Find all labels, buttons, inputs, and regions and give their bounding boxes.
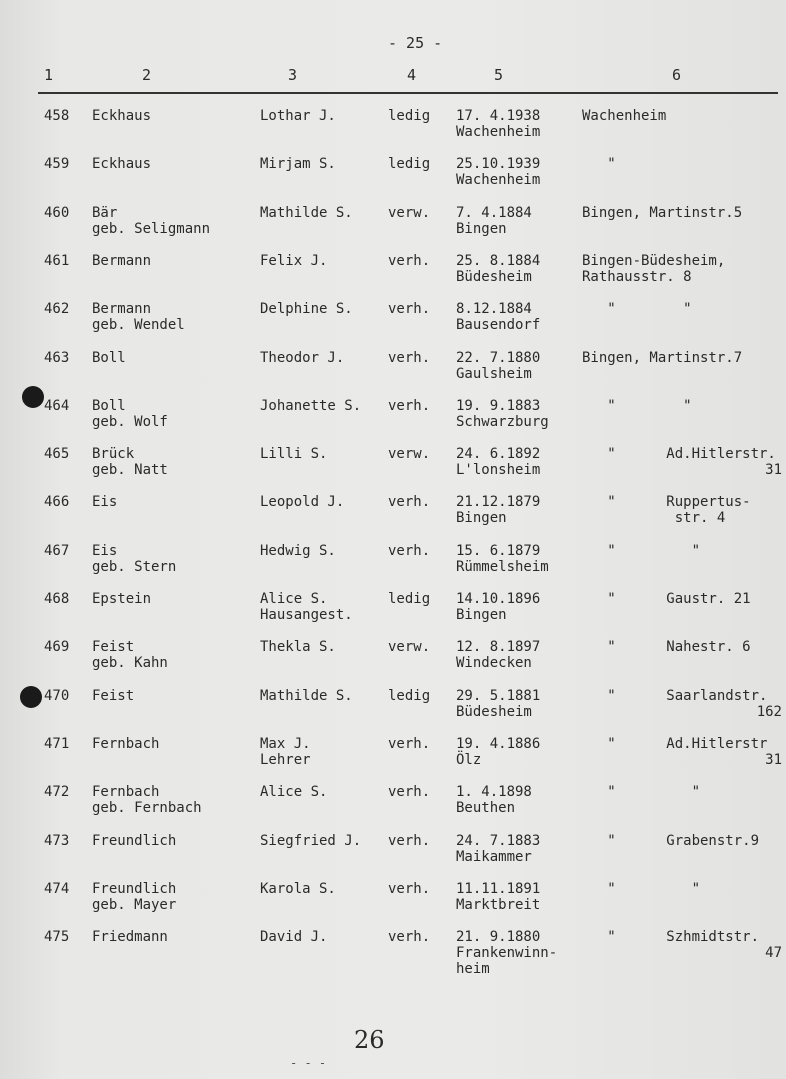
surname bbox=[92, 688, 134, 704]
birth-date-place-line: 15. 6.1879 bbox=[456, 542, 541, 559]
given-name bbox=[260, 784, 327, 800]
given-name-line: Lilli S. bbox=[260, 446, 328, 463]
address-line: 31 bbox=[765, 751, 782, 768]
birth-date-place-line: 21. 9.1880 bbox=[456, 929, 541, 946]
entry-number: 461 bbox=[44, 252, 70, 269]
given-name-line: Mathilde S. bbox=[260, 687, 353, 704]
birth-date-place-line: 12. 8.1897 bbox=[456, 639, 541, 656]
birth-date-place-line: Maikammer bbox=[456, 848, 532, 865]
entry-number: 475 bbox=[44, 929, 70, 946]
surname bbox=[92, 350, 126, 366]
marital-status: verh. bbox=[388, 252, 431, 269]
entry-number: 474 bbox=[44, 880, 70, 897]
marital-status: ledig bbox=[388, 687, 431, 704]
birth-date-place-line: L'lonsheim bbox=[456, 462, 541, 479]
surname bbox=[92, 736, 159, 752]
address-line: str. 4 bbox=[582, 510, 726, 527]
marital-status: verh. bbox=[388, 494, 431, 511]
given-name-line: Lehrer bbox=[260, 751, 311, 768]
surname bbox=[92, 446, 168, 478]
table-row bbox=[0, 301, 786, 347]
given-name bbox=[260, 929, 327, 945]
birth-date-place-line: Büdesheim bbox=[456, 268, 532, 285]
address bbox=[582, 881, 782, 897]
birth-date-place bbox=[456, 639, 540, 671]
birth-date-place-line: heim bbox=[456, 961, 490, 978]
given-name bbox=[260, 591, 353, 623]
given-name-line: Alice S. bbox=[260, 591, 328, 607]
address-line: Rathausstr. 8 bbox=[582, 268, 692, 285]
table-row bbox=[0, 929, 786, 978]
entry-number: 470 bbox=[44, 687, 70, 704]
marital-status: verw. bbox=[388, 446, 431, 463]
address-line: " Ad.Hitlerstr. bbox=[582, 446, 776, 463]
given-name bbox=[260, 736, 311, 768]
surname-line: Boll bbox=[92, 397, 126, 414]
birth-date-place-line: Bausendorf bbox=[456, 317, 541, 334]
marital-status: verh. bbox=[388, 784, 431, 801]
table-row bbox=[0, 784, 786, 830]
marital-status: verh. bbox=[388, 301, 431, 318]
address bbox=[582, 398, 782, 414]
birth-date-place bbox=[456, 350, 540, 382]
given-name bbox=[260, 881, 336, 897]
entry-number: 468 bbox=[44, 591, 70, 607]
surname-line: geb. Natt bbox=[92, 462, 168, 479]
given-name bbox=[260, 494, 344, 510]
birth-date-place-line: 19. 4.1886 bbox=[456, 735, 541, 752]
marital-status: verh. bbox=[388, 880, 431, 897]
birth-date-place-line: Rümmelsheim bbox=[456, 558, 549, 575]
address bbox=[582, 205, 782, 221]
surname-line: Bermann bbox=[92, 252, 152, 269]
given-name-line: Hedwig S. bbox=[260, 542, 336, 559]
address-line: " Gaustr. 21 bbox=[582, 591, 751, 607]
given-name-line: Siegfried J. bbox=[260, 832, 362, 849]
surname bbox=[92, 494, 117, 510]
birth-date-place bbox=[456, 881, 540, 913]
column-header-5: 5 bbox=[494, 66, 504, 84]
birth-date-place-line: Büdesheim bbox=[456, 703, 532, 720]
address bbox=[582, 639, 782, 655]
surname bbox=[92, 881, 176, 913]
birth-date-place bbox=[456, 688, 540, 720]
birth-date-place-line: Marktbreit bbox=[456, 896, 541, 913]
surname bbox=[92, 833, 176, 849]
marital-status: verh. bbox=[388, 397, 431, 414]
address bbox=[582, 591, 782, 607]
table-row bbox=[0, 156, 786, 202]
address-line: Bingen-Büdesheim, bbox=[582, 252, 726, 269]
birth-date-place-line: 22. 7.1880 bbox=[456, 349, 541, 366]
surname bbox=[92, 205, 210, 237]
birth-date-place-line: Beuthen bbox=[456, 800, 516, 817]
given-name bbox=[260, 301, 353, 317]
given-name-line: David J. bbox=[260, 929, 328, 946]
given-name bbox=[260, 688, 353, 704]
address-line: " Szhmidtstr. bbox=[582, 929, 760, 946]
entry-number: 466 bbox=[44, 494, 70, 511]
surname-line: geb. Mayer bbox=[92, 896, 177, 913]
marital-status: verw. bbox=[388, 639, 431, 656]
address bbox=[582, 301, 782, 317]
birth-date-place bbox=[456, 784, 532, 816]
surname-line: Freundlich bbox=[92, 880, 177, 897]
address-line: Bingen, Martinstr.7 bbox=[582, 349, 743, 366]
given-name bbox=[260, 833, 361, 849]
birth-date-place-line: Wachenheim bbox=[456, 124, 541, 140]
birth-date-place-line: 24. 6.1892 bbox=[456, 446, 541, 463]
entry-number: 472 bbox=[44, 784, 70, 801]
column-header-6: 6 bbox=[672, 66, 682, 84]
address-line: " Nahestr. 6 bbox=[582, 639, 751, 656]
birth-date-place-line: Wachenheim bbox=[456, 172, 541, 189]
given-name-line: Karola S. bbox=[260, 880, 336, 897]
given-name-line: Johanette S. bbox=[260, 397, 362, 414]
table-row bbox=[0, 350, 786, 396]
address bbox=[582, 784, 782, 800]
given-name-line: Mathilde S. bbox=[260, 204, 353, 221]
given-name-line: Max J. bbox=[260, 735, 311, 752]
surname-line: Freundlich bbox=[92, 832, 177, 849]
surname-line: Feist bbox=[92, 639, 135, 656]
birth-date-place-line: Frankenwinn- bbox=[456, 945, 558, 962]
footer-number: 26 bbox=[354, 1026, 385, 1054]
birth-date-place-line: 7. 4.1884 bbox=[456, 204, 532, 221]
birth-date-place-line: 8.12.1884 bbox=[456, 301, 532, 318]
address-line: Wachenheim bbox=[582, 108, 667, 124]
surname-line: Fernbach bbox=[92, 784, 160, 801]
surname-line: geb. Stern bbox=[92, 558, 177, 575]
address bbox=[582, 446, 782, 478]
given-name-line: Theodor J. bbox=[260, 349, 345, 366]
birth-date-place-line: Bingen bbox=[456, 220, 507, 237]
address-line: Bingen, Martinstr.5 bbox=[582, 204, 743, 221]
address bbox=[582, 688, 782, 720]
birth-date-place bbox=[456, 494, 540, 526]
birth-date-place-line: 25.10.1939 bbox=[456, 156, 541, 173]
header-rule bbox=[38, 92, 778, 94]
birth-date-place-line: 14.10.1896 bbox=[456, 591, 541, 607]
given-name-line: Delphine S. bbox=[260, 301, 353, 318]
address-line: " " bbox=[582, 542, 701, 559]
surname bbox=[92, 784, 202, 816]
given-name bbox=[260, 543, 336, 559]
birth-date-place bbox=[456, 929, 557, 977]
column-header-2: 2 bbox=[142, 66, 152, 84]
surname-line: geb. Fernbach bbox=[92, 800, 202, 817]
marital-status: verw. bbox=[388, 204, 431, 221]
address-line: 162 bbox=[756, 703, 782, 720]
birth-date-place-line: 1. 4.1898 bbox=[456, 784, 532, 801]
given-name-line: Mirjam S. bbox=[260, 156, 336, 173]
birth-date-place-line: 25. 8.1884 bbox=[456, 252, 541, 269]
birth-date-place bbox=[456, 301, 540, 333]
marital-status: ledig bbox=[388, 108, 431, 124]
surname bbox=[92, 929, 168, 945]
address-line: 47 bbox=[765, 945, 782, 962]
entry-number: 458 bbox=[44, 108, 70, 124]
surname-line: Feist bbox=[92, 687, 135, 704]
marital-status: verh. bbox=[388, 542, 431, 559]
column-header-1: 1 bbox=[44, 66, 54, 84]
entry-number: 465 bbox=[44, 446, 70, 463]
entry-number: 469 bbox=[44, 639, 70, 656]
birth-date-place bbox=[456, 398, 549, 430]
birth-date-place bbox=[456, 543, 549, 575]
table-row bbox=[0, 881, 786, 927]
surname-line: Friedmann bbox=[92, 929, 168, 946]
birth-date-place-line: 24. 7.1883 bbox=[456, 832, 541, 849]
marital-status: verh. bbox=[388, 832, 431, 849]
surname bbox=[92, 108, 151, 124]
surname-line: Bär bbox=[92, 204, 118, 221]
entry-number: 459 bbox=[44, 156, 70, 173]
entry-number: 471 bbox=[44, 735, 70, 752]
entry-number: 464 bbox=[44, 397, 70, 414]
birth-date-place bbox=[456, 591, 540, 623]
address bbox=[582, 736, 782, 768]
address bbox=[582, 350, 782, 366]
entry-number: 463 bbox=[44, 349, 70, 366]
surname-line: Eis bbox=[92, 494, 118, 511]
given-name-line: Alice S. bbox=[260, 784, 328, 801]
surname-line: Brück bbox=[92, 446, 135, 463]
surname-line: Fernbach bbox=[92, 735, 160, 752]
table-row bbox=[0, 833, 786, 879]
birth-date-place-line: Windecken bbox=[456, 655, 532, 672]
surname-line: Eckhaus bbox=[92, 156, 152, 173]
surname bbox=[92, 639, 168, 671]
birth-date-place bbox=[456, 253, 540, 285]
given-name bbox=[260, 205, 353, 221]
given-name bbox=[260, 253, 327, 269]
surname bbox=[92, 156, 151, 172]
marital-status: ledig bbox=[388, 591, 431, 607]
table-row bbox=[0, 108, 786, 154]
table-row bbox=[0, 639, 786, 685]
surname bbox=[92, 543, 176, 575]
given-name-line: Hausangest. bbox=[260, 607, 353, 623]
address bbox=[582, 108, 782, 124]
birth-date-place-line: 19. 9.1883 bbox=[456, 397, 541, 414]
table-row bbox=[0, 253, 786, 299]
entry-number: 467 bbox=[44, 542, 70, 559]
birth-date-place-line: 29. 5.1881 bbox=[456, 687, 541, 704]
address bbox=[582, 929, 782, 961]
address bbox=[582, 494, 782, 526]
given-name bbox=[260, 639, 336, 655]
surname bbox=[92, 253, 151, 269]
address bbox=[582, 156, 782, 172]
address-line: " " bbox=[582, 880, 701, 897]
birth-date-place-line: 11.11.1891 bbox=[456, 880, 541, 897]
birth-date-place-line: Bingen bbox=[456, 510, 507, 527]
surname-line: geb. Kahn bbox=[92, 655, 168, 672]
address-line: " Ad.Hitlerstr bbox=[582, 735, 768, 752]
table-row bbox=[0, 688, 786, 734]
birth-date-place-line: 17. 4.1938 bbox=[456, 108, 541, 124]
address-line: " Grabenstr.9 bbox=[582, 832, 760, 849]
birth-date-place bbox=[456, 833, 540, 865]
address bbox=[582, 253, 782, 285]
table-row bbox=[0, 446, 786, 492]
address-line: " " bbox=[582, 397, 692, 414]
address-line: 31 bbox=[765, 462, 782, 479]
page-number: - 25 - bbox=[388, 34, 443, 52]
address-line: " " bbox=[582, 301, 692, 318]
entry-number: 473 bbox=[44, 832, 70, 849]
given-name bbox=[260, 108, 336, 124]
birth-date-place bbox=[456, 446, 540, 478]
given-name bbox=[260, 446, 327, 462]
birth-date-place-line: Ölz bbox=[456, 751, 482, 768]
surname-line: geb. Wolf bbox=[92, 413, 168, 430]
column-header-3: 3 bbox=[288, 66, 298, 84]
surname bbox=[92, 398, 168, 430]
footer-marks: - - - bbox=[290, 1056, 327, 1070]
surname-line: Eckhaus bbox=[92, 108, 152, 124]
column-header-4: 4 bbox=[407, 66, 417, 84]
birth-date-place bbox=[456, 205, 532, 237]
birth-date-place-line: Schwarzburg bbox=[456, 413, 549, 430]
table-row bbox=[0, 494, 786, 540]
table-row bbox=[0, 736, 786, 782]
surname-line: Eis bbox=[92, 542, 118, 559]
birth-date-place-line: 21.12.1879 bbox=[456, 494, 541, 511]
surname bbox=[92, 301, 185, 333]
surname bbox=[92, 591, 151, 607]
address bbox=[582, 833, 782, 849]
marital-status: verh. bbox=[388, 929, 431, 946]
birth-date-place bbox=[456, 156, 540, 188]
given-name bbox=[260, 398, 361, 414]
table-row bbox=[0, 205, 786, 251]
table-row bbox=[0, 591, 786, 637]
given-name bbox=[260, 156, 336, 172]
marital-status: ledig bbox=[388, 156, 431, 173]
entry-number: 460 bbox=[44, 204, 70, 221]
address-line: " " bbox=[582, 784, 701, 801]
address-line: " Saarlandstr. bbox=[582, 687, 768, 704]
table-row bbox=[0, 543, 786, 589]
surname-line: geb. Wendel bbox=[92, 317, 185, 334]
given-name bbox=[260, 350, 344, 366]
given-name-line: Felix J. bbox=[260, 252, 328, 269]
address-line: " bbox=[582, 156, 616, 173]
surname-line: geb. Seligmann bbox=[92, 220, 211, 237]
given-name-line: Lothar J. bbox=[260, 108, 336, 124]
birth-date-place-line: Gaulsheim bbox=[456, 365, 532, 382]
address-line: " Ruppertus- bbox=[582, 494, 751, 511]
given-name-line: Leopold J. bbox=[260, 494, 345, 511]
marital-status: verh. bbox=[388, 735, 431, 752]
birth-date-place bbox=[456, 736, 540, 768]
address bbox=[582, 543, 782, 559]
surname-line: Boll bbox=[92, 349, 126, 366]
marital-status: verh. bbox=[388, 349, 431, 366]
surname-line: Bermann bbox=[92, 301, 152, 318]
given-name-line: Thekla S. bbox=[260, 639, 336, 656]
birth-date-place bbox=[456, 108, 540, 140]
surname-line: Epstein bbox=[92, 591, 152, 607]
table-row bbox=[0, 398, 786, 444]
birth-date-place-line: Bingen bbox=[456, 607, 507, 623]
entry-number: 462 bbox=[44, 301, 70, 318]
